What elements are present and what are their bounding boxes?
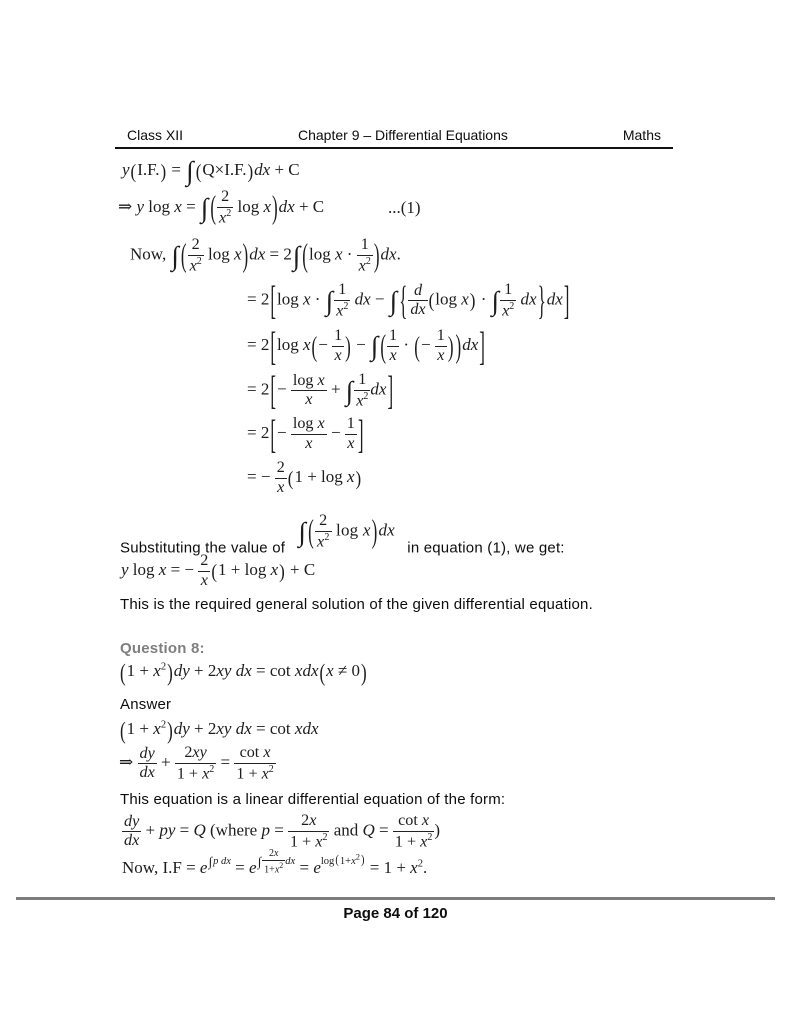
equation-step-2: = 2[log x(− $\frac{1}{x}$ ) − ∫ ( $\frac{1}{x}$ · (− $\frac{1}{x}$ ) )dx]: [247, 323, 485, 369]
answer-equation-1: $(1 + x^2)dy + 2xy$ dx = cot xdx: [120, 716, 319, 744]
equation-if-general: y(I.F.) = ∫ (Q×I.F.)dx + C: [122, 156, 300, 187]
equation-1: [118, 188, 421, 228]
equation-1-body: ⇒ y log x = ∫ ( $\frac{2}{x^2}$ log x)dx + C: [118, 188, 325, 227]
equation-number-label: ...(1): [388, 197, 421, 217]
conclusion-text: This is the required general solution of the given differential equation.: [120, 596, 593, 613]
header-subject: Maths: [622, 127, 661, 143]
substituting-integral: ∫ ( $\frac{2}{x^2}$ log x)dx: [298, 512, 395, 551]
integrating-factor-equation: Now, $I.F = e^{\int p dx} = e^{\int \frac{2x}{1+x^2} dx} = e^{log(1+x^2)} = 1 + x^2$.: [122, 848, 428, 878]
header-chapter-title: Chapter 9 – Differential Equations: [298, 127, 508, 143]
equation-step-3: = 2[− $\frac{\text{log x}}{x}$ + ∫ $\frac{1}{x^2}$ dx]: [247, 368, 394, 414]
question-8-heading: Question 8:: [120, 640, 205, 657]
equation-by-parts: = 2[log x · ∫ $\frac{1}{x^2}$ dx − ∫ { $\frac{d}{dx}$ (log x) · ∫ $\frac{1}{x^2}$ dx}dx]: [247, 278, 570, 324]
equation-step-5: = − $\frac{2}{x}$ (1 + log x): [247, 459, 362, 496]
equation-general-solution: y log x = − $\frac{2}{x}$ (1 + log x) + C: [121, 552, 316, 589]
answer-equation-2: ⇒ $\frac{dy}{dx}$ + $\frac{2xy}{1 + x^2}$ = $\frac{\text{cot x}}{1 + x^2}$: [119, 744, 274, 782]
equation-now-integral: Now, ∫ ( $\frac{2}{x^2}$ log x)dx = 2∫ (log x · $\frac{1}{x^2}$ )dx.: [130, 236, 401, 275]
page-number-label: Page 84 of 120: [343, 905, 448, 922]
header-class: Class XII: [127, 127, 184, 143]
question-8-equation: $(1 + x^2)dy + 2xy$ dx = cot xdx(x ≠ 0): [120, 658, 367, 686]
footer-divider: [16, 897, 775, 900]
equation-step-4: = 2[− $\frac{\text{log x}}{x}$ − $\frac{1}{x}$ ]: [247, 411, 364, 457]
answer-label: Answer: [120, 696, 172, 713]
substituting-prefix: Substituting the value of: [120, 539, 286, 557]
substituting-suffix: in equation (1), we get:: [407, 539, 565, 557]
linear-form-equation: $\frac{dy}{dx}$ + py = Q (where p = $\frac{2x}{1 + x^2}$ and Q = $\frac{\text{cot x}}{1 + x^2}$ ): [124, 812, 440, 850]
linear-form-note: This equation is a linear differential equation of the form:: [120, 791, 506, 808]
page-header: [115, 127, 673, 149]
